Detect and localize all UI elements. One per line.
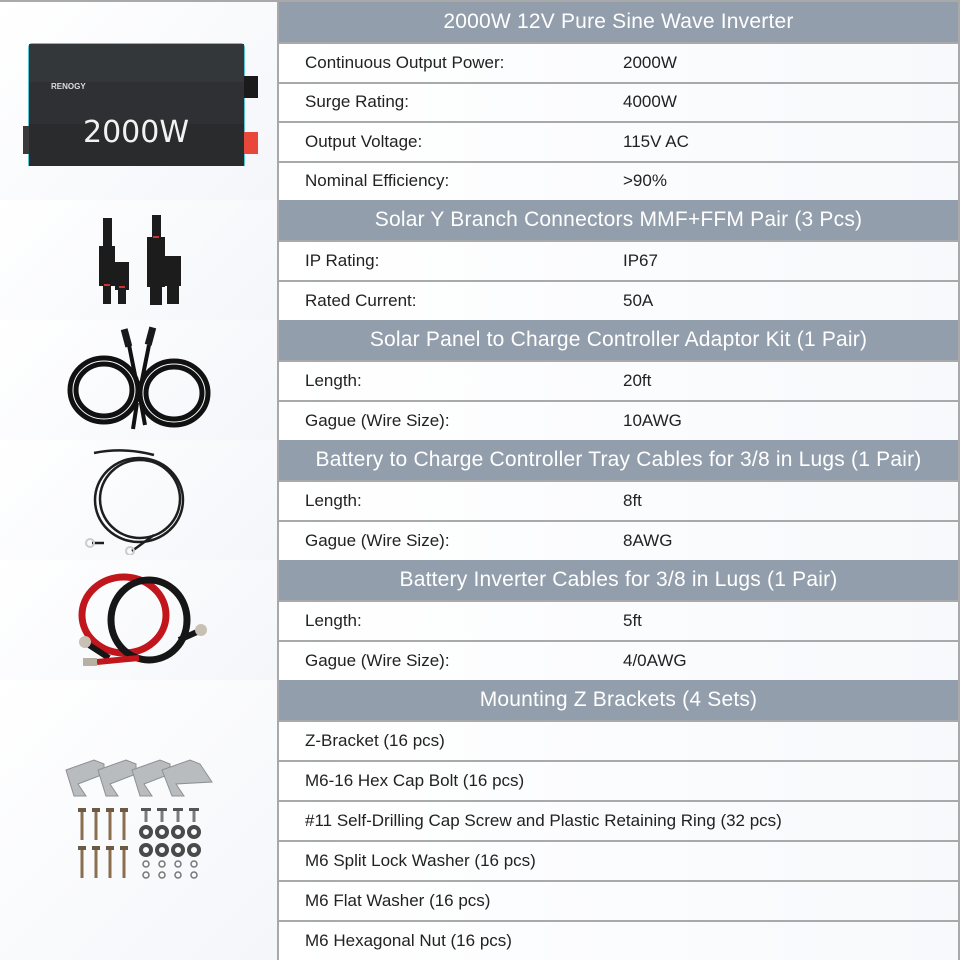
adaptor-cable-coil-image xyxy=(0,320,279,440)
spec-value: 10AWG xyxy=(623,411,682,430)
spec-row xyxy=(279,400,958,440)
spec-value: 8ft xyxy=(623,491,642,510)
spec-value: 4000W xyxy=(623,92,677,112)
list-item xyxy=(279,800,958,840)
spec-table-adaptor-kit xyxy=(279,320,960,440)
list-item xyxy=(279,880,958,920)
section-title: 2000W 12V Pure Sine Wave Inverter xyxy=(279,2,958,42)
battery-inverter-cable-image xyxy=(0,560,279,680)
spec-row xyxy=(279,520,958,560)
spec-label: Length: xyxy=(305,371,362,390)
spec-table-tray-cables xyxy=(279,440,960,560)
spec-value: 115V AC xyxy=(623,131,689,151)
spec-label: Surge Rating: xyxy=(305,92,409,112)
spec-row xyxy=(279,121,958,161)
tray-cable-image xyxy=(0,440,279,560)
spec-value: 2000W xyxy=(623,52,677,72)
spec-label: IP Rating: xyxy=(305,251,380,270)
spec-value: 20ft xyxy=(623,371,652,390)
item-label: #11 Self-Drilling Cap Screw and Plastic Retaining Ring (32 pcs) xyxy=(305,811,782,830)
inverter-image xyxy=(0,2,279,200)
spec-label: Gague (Wire Size): xyxy=(305,411,450,430)
section-title: Solar Panel to Charge Controller Adaptor Kit (1 Pair) xyxy=(279,320,958,360)
item-label: Z-Bracket (16 pcs) xyxy=(305,731,445,750)
spec-row xyxy=(279,42,958,82)
list-item xyxy=(279,720,958,760)
brand-logo: RENOGY xyxy=(50,82,86,91)
spec-value: 5ft xyxy=(623,611,642,630)
section-title: Mounting Z Brackets (4 Sets) xyxy=(279,680,958,720)
spec-value: >90% xyxy=(623,171,667,191)
section-title: Battery to Charge Controller Tray Cables for 3/8 in Lugs (1 Pair) xyxy=(279,440,958,480)
item-label: M6 Hexagonal Nut (16 pcs) xyxy=(305,931,512,950)
inverter-label: 2000W xyxy=(82,115,189,150)
item-label: M6 Flat Washer (16 pcs) xyxy=(305,891,491,910)
spec-value: 8AWG xyxy=(623,531,673,550)
z-bracket-hardware-image xyxy=(0,680,279,960)
spec-row xyxy=(279,161,958,201)
spec-label: Gague (Wire Size): xyxy=(305,651,450,670)
spec-label: Gague (Wire Size): xyxy=(305,531,450,550)
section-inverter-cables xyxy=(0,560,960,682)
item-label: M6 Split Lock Washer (16 pcs) xyxy=(305,851,536,870)
spec-table-y-branch xyxy=(279,200,960,320)
spec-table-inverter-cables xyxy=(279,560,960,680)
spec-row xyxy=(279,480,958,520)
section-title: Solar Y Branch Connectors MMF+FFM Pair (3 Pcs) xyxy=(279,200,958,240)
spec-row xyxy=(279,82,958,122)
spec-label: Output Voltage: xyxy=(305,131,423,151)
section-title: Battery Inverter Cables for 3/8 in Lugs (1 Pair) xyxy=(279,560,958,600)
list-item xyxy=(279,920,958,960)
spec-row xyxy=(279,280,958,320)
spec-row xyxy=(279,240,958,280)
spec-label: Length: xyxy=(305,611,362,630)
spec-value: IP67 xyxy=(623,251,658,270)
section-adaptor-kit xyxy=(0,320,960,442)
spec-table-z-brackets xyxy=(279,680,960,960)
spec-value: 4/0AWG xyxy=(623,651,687,670)
spec-label: Length: xyxy=(305,491,362,510)
list-item xyxy=(279,760,958,800)
spec-row xyxy=(279,360,958,400)
spec-row xyxy=(279,640,958,680)
section-y-branch xyxy=(0,200,960,322)
spec-value: 50A xyxy=(623,291,654,310)
spec-label: Nominal Efficiency: xyxy=(305,171,450,191)
y-branch-connector-image xyxy=(0,200,279,320)
item-label: M6-16 Hex Cap Bolt (16 pcs) xyxy=(305,771,525,790)
section-tray-cables xyxy=(0,440,960,562)
spec-table-inverter xyxy=(279,2,960,200)
spec-label: Rated Current: xyxy=(305,291,417,310)
section-z-brackets xyxy=(0,680,960,960)
list-item xyxy=(279,840,958,880)
spec-row xyxy=(279,600,958,640)
spec-label: Continuous Output Power: xyxy=(305,52,505,72)
section-inverter xyxy=(0,2,960,202)
